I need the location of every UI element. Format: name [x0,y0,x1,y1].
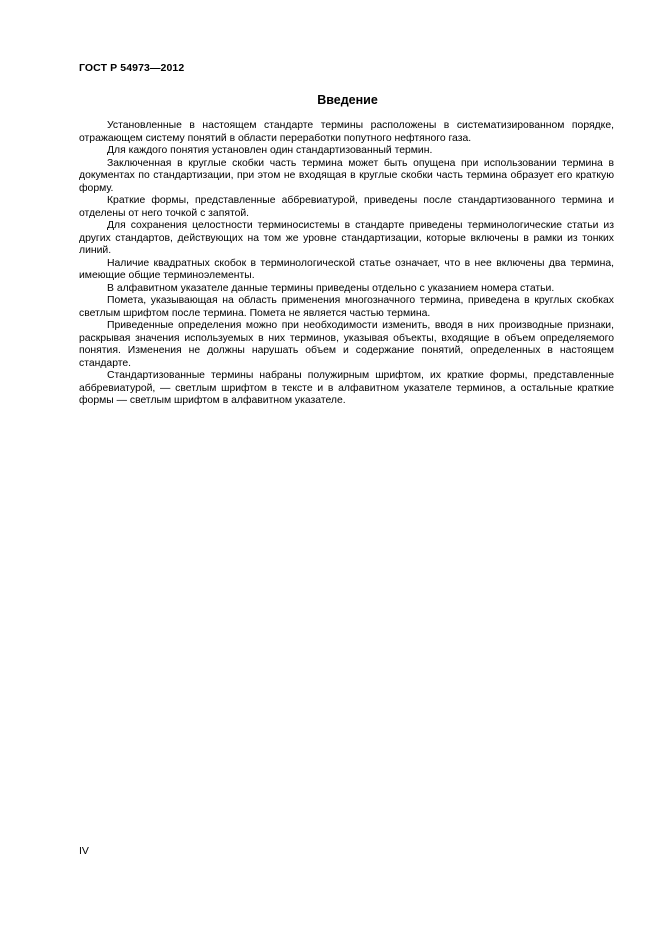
document-code: ГОСТ Р 54973—2012 [79,62,185,74]
paragraph: Для каждого понятия установлен один стандартизованный термин. [107,145,433,156]
paragraph: Наличие квадратных скобок в терминологической статье означает, что в нее включены два термина, имеющие общие терминоэлементы. [79,257,614,281]
paragraph: В алфавитном указателе данные термины приведены отдельно с указанием номера статьи. [107,282,555,294]
paragraph: Для сохранения целостности терминосистемы в стандарте приведены терминологические статьи из других стандартов, действующих на том же уровне стандартизации, которые включены в рамки из тонких линий. [79,220,614,256]
paragraph: Стандартизованные термины набраны полужирным шрифтом, их краткие формы, представленные аббревиатурой, — светлым шрифтом в тексте и в алфавитном указателе терминов, а остальные краткие формы — светлым шрифтом в алфавитном указателе. [79,370,614,406]
introduction-body [79,120,614,408]
paragraph: Приведенные определения можно при необходимости изменить, вводя в них производные признаки, раскрывая значения используемых в них терминов, указывая объекты, входящие в объем определяемого понятия. Изменения не должны нарушать объем и содержание понятий, определенных в настоящем стандарте. [79,320,614,369]
paragraph: Помета, указывающая на область применения многозначного термина, приведена в круглых скобках светлым шрифтом после термина. Помета не является частью термина. [79,295,614,319]
paragraph: Краткие формы, представленные аббревиатурой, приведены после стандартизованного термина и отделены от него точкой с запятой. [79,195,614,219]
paragraph: Заключенная в круглые скобки часть термина может быть опущена при использовании термина в документах по стандартизации, при этом не входящая в круглые скобки часть термина образует его краткую форму. [79,157,614,194]
paragraph: Установленные в настоящем стандарте термины расположены в систематизированном порядке, отражающем систему понятий в области переработки попутного нефтяного газа. [79,120,614,144]
page-number: IV [79,845,89,857]
section-title: Введение [317,93,378,107]
